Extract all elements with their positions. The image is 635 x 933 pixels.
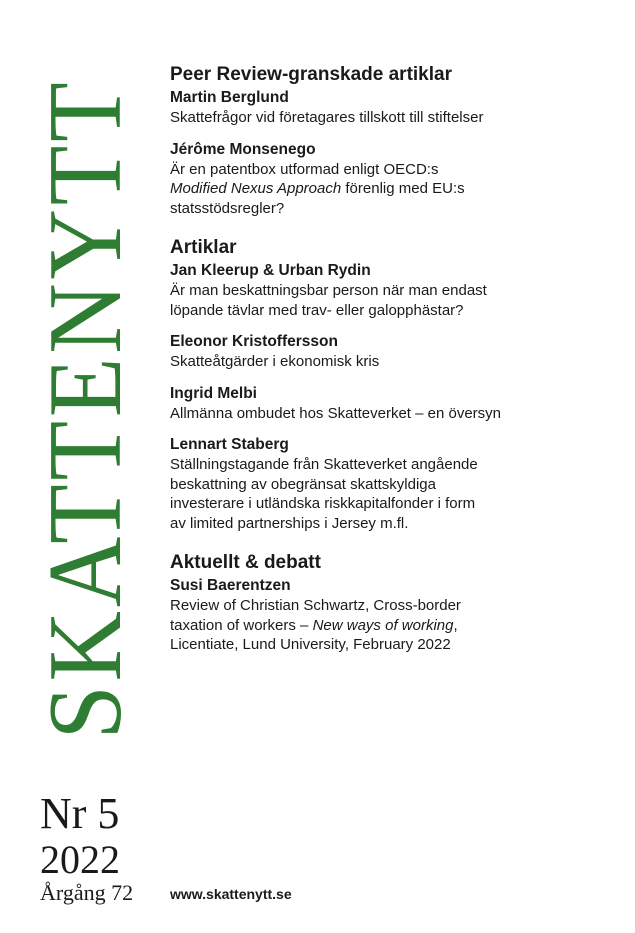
article-title-line: Är en patentbox utformad enligt OECD:s bbox=[170, 160, 439, 178]
issue-number: Nr 5 bbox=[40, 789, 120, 838]
article-title-fragment: förenlig med EU:s bbox=[345, 180, 465, 197]
article-entry bbox=[170, 384, 610, 424]
article-author: Jan Kleerup & Urban Rydin bbox=[170, 262, 371, 279]
article-author: Lennart Staberg bbox=[170, 436, 289, 453]
article-author: Ingrid Melbi bbox=[170, 384, 257, 402]
spine-title-block bbox=[26, 38, 143, 780]
article-title-line bbox=[170, 616, 610, 636]
section-heading: Aktuellt & debatt bbox=[170, 552, 321, 573]
article-title-fragment: taxation of workers – bbox=[170, 616, 309, 634]
section-heading: Artiklar bbox=[170, 237, 237, 258]
article-title-line: beskattning av obegränsat skattskyldiga bbox=[170, 475, 436, 493]
article-entry bbox=[170, 332, 610, 372]
article-title-line: Allmänna ombudet hos Skatteverket – en översyn bbox=[170, 404, 502, 422]
article-author: Eleonor Kristoffersson bbox=[170, 333, 338, 350]
section-heading: Peer Review-granskade artiklar bbox=[170, 64, 452, 85]
article-title-line: Ställningstagande från Skatteverket angående bbox=[170, 456, 478, 473]
article-title-line: Skatteåtgärder i ekonomisk kris bbox=[170, 353, 380, 370]
article-entry bbox=[170, 88, 610, 128]
article-title-line: löpande tävlar med trav- eller galopphästar? bbox=[170, 301, 464, 319]
article-author: Susi Baerentzen bbox=[170, 577, 291, 594]
article-title-line: Är man beskattningsbar person när man endast bbox=[170, 282, 487, 299]
website-url: www.skattenytt.se bbox=[170, 886, 292, 902]
journal-title: SKATTENYTT bbox=[26, 78, 143, 740]
article-title-line: investerare i utländska riskkapitalfonder i form bbox=[170, 495, 476, 512]
section-current-debate bbox=[170, 551, 610, 655]
article-title-fragment: , bbox=[453, 616, 458, 634]
article-title-line: Licentiate, Lund University, February 2022 bbox=[170, 636, 451, 653]
article-entry bbox=[170, 261, 610, 320]
article-entry bbox=[170, 435, 610, 533]
article-title-line: Skattefrågor vid företagares tillskott till stiftelser bbox=[170, 109, 484, 126]
article-entry bbox=[170, 140, 610, 219]
section-articles bbox=[170, 236, 610, 533]
table-of-contents bbox=[170, 63, 610, 673]
article-entry bbox=[170, 576, 610, 655]
issue-volume: Årgång 72 bbox=[40, 880, 134, 905]
article-title-line: statsstödsregler? bbox=[170, 199, 285, 217]
article-title-italic: New ways of working bbox=[312, 616, 454, 634]
article-title-line: av limited partnerships i Jersey m.fl. bbox=[170, 514, 409, 532]
section-peer-review bbox=[170, 63, 610, 218]
article-title-line: Review of Christian Schwartz, Cross-border bbox=[170, 597, 461, 614]
article-title-line bbox=[170, 179, 610, 199]
article-author: Martin Berglund bbox=[170, 89, 289, 106]
article-title-italic: Modified Nexus Approach bbox=[170, 180, 342, 197]
issue-year: 2022 bbox=[40, 837, 120, 882]
article-author: Jérôme Monsenego bbox=[170, 140, 316, 158]
